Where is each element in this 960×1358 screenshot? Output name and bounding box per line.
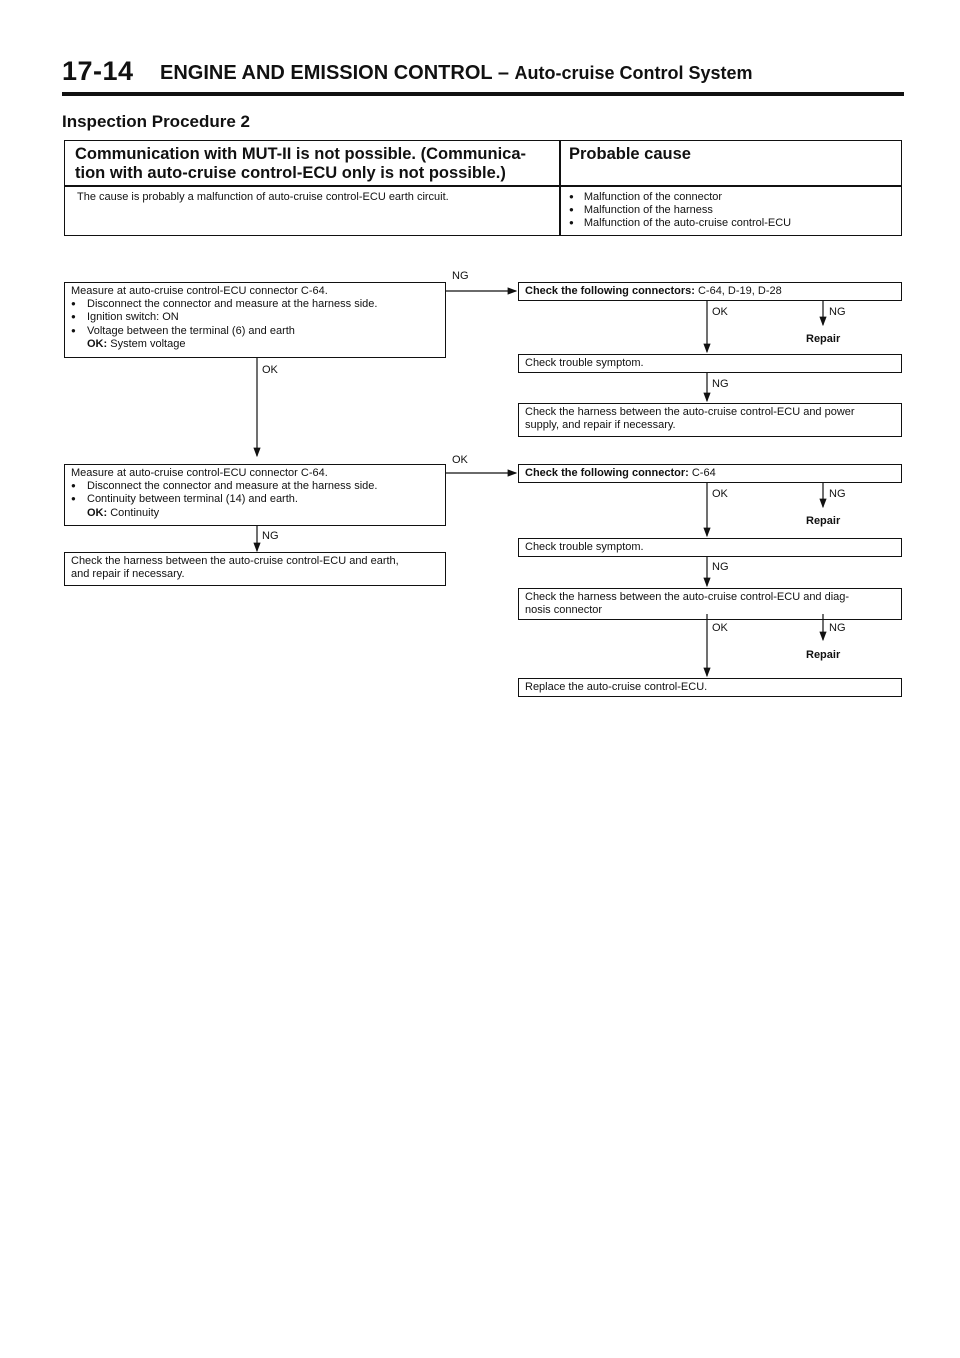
step2-ng-action-box	[64, 552, 446, 586]
cause-item: ● Malfunction of the harness	[569, 204, 791, 217]
cause-item: ● Malfunction of the auto-cruise control-ECU	[569, 217, 791, 230]
symptom-line-1: Communication with MUT-II is not possible. (Communica-	[75, 145, 527, 163]
r2-check-box	[518, 464, 902, 483]
r1-check-bold: Check the following connectors:	[525, 285, 695, 297]
step1-item-text: Ignition switch: ON	[87, 311, 179, 323]
step2-item-text: Continuity between terminal (14) and earth.	[87, 493, 298, 505]
step1-item: ● Voltage between the terminal (6) and earth	[71, 324, 295, 337]
cause-description: The cause is probably a malfunction of auto-cruise control-ECU earth circuit.	[77, 191, 449, 203]
r1-check-connectors: C-64, D-19, D-28	[697, 285, 782, 297]
probable-cause-heading: Probable cause	[569, 145, 691, 163]
step1-item: ● Disconnect the connector and measure at the harness side.	[71, 297, 378, 310]
r2-check-bold: Check the following connector:	[525, 467, 689, 479]
title-dash: –	[497, 62, 509, 84]
r1-repair: Repair	[806, 333, 841, 345]
step2-ok	[71, 507, 439, 520]
step2-ng-label: NG	[262, 530, 279, 542]
ok-label: OK:	[87, 338, 108, 350]
step1-ok-label: OK	[262, 364, 278, 376]
r2-trouble-box: Check trouble symptom.	[518, 538, 902, 557]
r1-harness-box	[518, 403, 902, 437]
r2-harness-ok-label: OK	[712, 622, 728, 634]
r2-check-connector: C-64	[691, 467, 716, 479]
step1-box	[64, 282, 446, 358]
r1-trouble-ng-label: NG	[712, 378, 729, 390]
r2-harness-line-2: nosis connector	[525, 603, 603, 616]
r2-harness-repair: Repair	[806, 649, 841, 661]
step2-ok-label: OK	[452, 454, 468, 466]
section-name: ENGINE AND EMISSION CONTROL	[160, 62, 493, 84]
procedure-title: Inspection Procedure 2	[62, 112, 250, 131]
r2-harness-line-1: Check the harness between the auto-cruise control-ECU and diag-	[525, 591, 850, 603]
symptom-line-2: tion with auto-cruise control-ECU only is not possible.)	[75, 164, 506, 182]
action-line-2: and repair if necessary.	[71, 567, 185, 580]
ok-value: Continuity	[110, 506, 160, 519]
r2-harness-box	[518, 588, 902, 620]
step2-item-text: Disconnect the connector and measure at the harness side.	[87, 479, 378, 492]
step1-title: Measure at auto-cruise control-ECU connector C-64.	[71, 285, 328, 297]
r1-ng-label: NG	[829, 306, 846, 318]
step2-item: ● Continuity between terminal (14) and earth.	[71, 493, 298, 505]
action-line-1: Check the harness between the auto-cruise control-ECU and earth,	[71, 555, 399, 567]
step1-ok	[71, 338, 439, 351]
r1-trouble-box: Check trouble symptom.	[518, 354, 902, 373]
r2-harness-ng-label: NG	[829, 622, 846, 634]
step1-item: ● Ignition switch: ON	[71, 311, 179, 323]
r1-ok-label: OK	[712, 306, 728, 318]
step2-title: Measure at auto-cruise control-ECU connector C-64.	[71, 467, 328, 479]
step1-item-text: Voltage between the terminal (6) and earth	[87, 324, 295, 337]
subsection-name: Auto-cruise Control System	[514, 63, 753, 83]
r1-harness-line-1: Check the harness between the auto-cruise control-ECU and power	[525, 406, 855, 418]
r1-harness-line-2: supply, and repair if necessary.	[525, 418, 676, 431]
r1-check-box	[518, 282, 902, 301]
replace-ecu-box: Replace the auto-cruise control-ECU.	[518, 678, 902, 697]
step1-item-text: Disconnect the connector and measure at the harness side.	[87, 297, 378, 310]
ok-value: System voltage	[110, 338, 186, 350]
r2-ng-label: NG	[829, 488, 846, 500]
cause-item: ● Malfunction of the connector	[569, 191, 791, 204]
step1-ng-label: NG	[452, 270, 469, 282]
r2-repair: Repair	[806, 515, 841, 527]
page-number: 17-14	[62, 56, 134, 86]
r2-trouble-ng-label: NG	[712, 561, 729, 573]
step2-box	[64, 464, 446, 526]
r2-ok-label: OK	[712, 488, 728, 500]
ok-label: OK:	[87, 506, 108, 519]
step2-item: ● Disconnect the connector and measure at the harness side.	[71, 479, 378, 492]
